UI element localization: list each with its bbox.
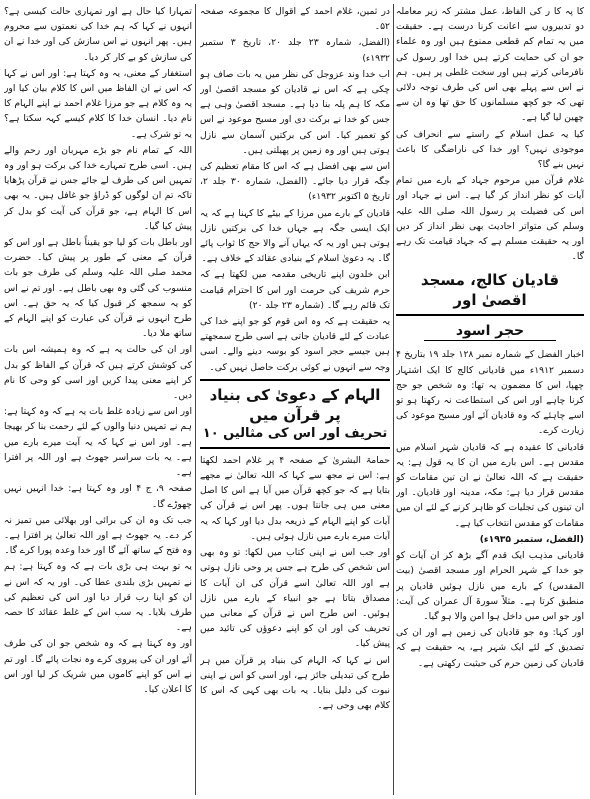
paragraph: قادیانی کا عقیدہ ہے کہ قادیان شہر اسلام میں مقدس ہے۔ اس بارے میں ان کا یہ قول ہے: یہ حقیقت ہے کہ اللہ تعالیٰ نے ان تین مقامات کو مقدس قرار دیا ہے: مکہ، مدینہ اور قادیان۔ اور ان تینوں کی تجلیات کو ظاہر کرنے کے لئے ان میں مقامات کو مقدس انتخاب کیا ہے۔ bbox=[396, 441, 584, 529]
citation: صفحہ ۹، ج ۴ اور وہ کہتا ہے: خدا انہیں نہیں چھوڑے گا۔ bbox=[4, 483, 192, 510]
column-divider bbox=[393, 4, 394, 795]
paragraph: اب خدا وند عزوجل کی نظر میں یہ بات صاف ہو چکی ہے کہ اس نے قادیان کو مسجد اقصیٰ اور مکہ کا ہم پلہ بنا دیا ہے۔ مسجد اقصیٰ وہی ہے جس کو خدا نے برکت دی اور مسیح موعود نے اس کو تعمیر کیا۔ اس کی برکتیں آسمان سے نازل ہوتی ہیں اور وہ زمین پر پھیلتی ہیں۔ bbox=[200, 68, 390, 156]
paragraph: کیا یہ عمل اسلام کے راستے سے انحراف کی موجودی نہیں؟ اور خدا کی ناراضگی کا باعث نہیں بنے گا؟ bbox=[396, 128, 584, 171]
column-divider bbox=[195, 4, 196, 795]
paragraph: اخبار الفضل کے شمارہ نمبر ۱۲۸ جلد ۱۹ بتاریخ ۴ دسمبر ۱۹۱۲ء میں قادیانی کالج کا ایک اشتہار چھپا، اس کا مضمون یہ تھا: وہ شخص جو حج کرنا چاہے اور اس کی استطاعت نہ رکھتا ہو تو اسے چاہئے کہ وہ قادیان آئے اور مسیح موعود کی زیارت کرے۔ bbox=[396, 349, 584, 437]
paragraph: اس نے کہا کہ الہام کی بنیاد پر قرآن میں ہر طرح کی تبدیلی جائز ہے، اور اسی کو اس نے اپنی نبوت کی دلیل بنایا۔ یہ بات بھی کہی کہ اس کا کلام بھی وحی ہے۔ bbox=[200, 654, 390, 712]
section-number: ۱۰ bbox=[202, 425, 219, 441]
paragraph: اور جب اس نے اپنی کتاب میں لکھا: تو وہ بھی اس شخص کی طرح ہے جس پر وحی نازل ہوتی ہے اور اللہ تعالیٰ اسے قرآن کی ان آیات کا مصداق بتاتا ہے جو انبیاء کے بارے میں نازل ہوئیں۔ اس طرح اس نے قرآن کے معانی میں تحریف کی اور ان کو اپنے دعوؤں کی تائید میں پیش کیا۔ bbox=[200, 547, 390, 650]
paragraph: اس سے بھی افضل ہے کہ اس کا مقام تعظیم کی جگہ قرار دیا جائے۔ (الفضل، شمارہ ۳۰ جلد ۲، تاریخ ۵ اکتوبر ۱۹۳۲ء) bbox=[200, 161, 390, 203]
left-column bbox=[4, 4, 192, 698]
paragraph: ابن خلدون اپنے تاریخی مقدمہ میں لکھتا ہے کہ حرم شریف کی حرمت اور اس کا احترام قیامت تک قائم رہے گا۔ (شمارہ ۲۳ جلد ۲۰) bbox=[200, 269, 390, 311]
paragraph: یہ حقیقت ہے کہ وہ اس قوم کو جو اپنے خدا کی عبادت کے لئے قادیان جاتی ہے اسی طرح سمجھتے ہیں جیسے حجر اسود کو بوسہ دینے والے۔ اسی وجہ سے انہوں نے کوئی برکت حاصل نہیں کی۔ bbox=[200, 316, 390, 373]
paragraph: یہ تو بہت ہی بڑی بات ہے کہ وہ کہتا ہے: ہم نے تمہیں بڑی بلندی عطا کی۔ اور یہ کہ اس نے ان کو اپنا رب قرار دیا اور اس کی تعظیم کی طرف بلایا۔ یہ سب اس کے غلط عقائد کا حصہ ہے۔ bbox=[4, 561, 192, 634]
paragraph: اور اس سے زیادہ غلط بات یہ ہے کہ وہ کہتا ہے: ہم نے تمہیں دنیا والوں کے لئے رحمت بنا کر بھیجا ہے۔ اور اس نے کہا کہ یہ آیت میرے بارے میں ہے۔ یہ بات سراسر جھوٹ ہے اور اللہ پر افترا ہے۔ bbox=[4, 406, 192, 479]
paragraph: اور کہا: وہ جو قادیان کی زمین ہے اور ان کی تصدیق کے لئے ایک شہر ہے، یہ حقیقت ہے کہ قادیان کی زمین حرم کی حیثیت رکھتی ہے۔ bbox=[396, 627, 584, 669]
paragraph: اور وہ کہتا ہے کہ وہ شخص جو ان کی طرف آئے اور ان کی پیروی کرے وہ نجات پائے گا۔ اور تم نے اس کو اپنے کاموں میں شریک کر لیا اور اس کا اعلان کیا۔ bbox=[4, 638, 192, 695]
paragraph: قادیانی مذہب ایک قدم آگے بڑھ کر ان آیات کو جو خدا کے شہر الحرام اور مسجد اقصیٰ (بیت المقدس) کے بارے میں نازل ہوئیں قادیان پر منطبق کرتا ہے۔ مثلاً سورۃ آل عمران کی آیت: اور جو اس میں داخل ہوا امن والا ہو گیا۔ bbox=[396, 550, 584, 622]
middle-column bbox=[200, 4, 390, 714]
paragraph: اور باطل بات کو لیا جو یقیناً باطل ہے اور اس کو قرآن کے معنی کے طور پر پیش کیا۔ حضرت محمد صلی اللہ علیہ وسلم کی طرف جو بات منسوب کی گئی وہ بھی باطل ہے۔ اور تم نے اس کو یہ سمجھ کر قبول کیا کہ یہ حق ہے۔ اس طرح انہوں نے قرآن کی عبارت کو اپنے الہام کے ساتھ ملا دیا۔ bbox=[4, 237, 192, 340]
section-heading-text: تحریف اور اس کی مثالیں bbox=[223, 425, 388, 441]
paragraph: جب تک وہ ان کی برائی اور بھلائی میں تمیز نہ کر دے۔ یہ جھوٹ ہے اور اللہ تعالیٰ پر افترا ہے۔ وہ فتح کے ساتھ آئے گا اور خدا وعدہ پورا کرے گا۔ bbox=[4, 514, 192, 557]
citation: (الفضل، شمارہ ۲۳ جلد ۲۰، تاریخ ۳ ستمبر ۱۹۳۲ء) bbox=[200, 37, 390, 64]
paragraph: غلام قرآن میں مرحوم جہاد کے بارے میں تمام آیات کو نظر انداز کر گیا ہے۔ اس نے جہاد اور اس کی فضیلت پر رسول اللہ صلی اللہ علیہ وسلم کی متواتر احادیث بھی نظر انداز کر دیں اور یہ حقیقت مسلم ہے کہ جہاد قیامت تک رہے گا۔ bbox=[396, 175, 584, 263]
paragraph: کا پہ کا ر کی الفاظ، عمل مشتر کہ زیر معاملہ دو تدبیروں سے اعانت کرنا درست ہے۔ حقیقت میں یہ تمام کم قطعی ممنوع ہیں اور وہ علماء جو ان کی حمایت کرتے ہیں خدا اور رسول کی نافرمانی کرتے ہیں اور سخت غلطی پر ہیں۔ ہم نے اس سے پہلے بھی اس کی طرف توجہ دلائی تھی کہ جو کچھ مسلمانوں کا حق تھا وہ ان سے چھین لیا گیا ہے۔ bbox=[396, 6, 584, 124]
section-heading: قادیان کالج، مسجد اقصیٰ اور bbox=[396, 268, 584, 316]
section-heading: الہام کے دعویٰ کی بنیاد پر قرآن میں bbox=[200, 379, 390, 425]
right-column bbox=[396, 4, 584, 672]
paragraph: اور ان کی حالت یہ ہے کہ وہ ہمیشہ اس بات کی کوشش کرتے ہیں کہ قرآن کے الفاظ کو بدل کر اپنے معنی پیدا کریں اور اسی کو وحی کا نام دیں۔ bbox=[4, 344, 192, 402]
section-heading-line2 bbox=[200, 425, 390, 449]
citation: (الفضل، ستمبر ۱۹۳۵ء) bbox=[479, 533, 584, 545]
paragraph: حمامۃ البشریٰ کے صفحہ ۴ پر غلام احمد لکھتا ہے: اس نے مجھ سے کہا کہ اللہ تعالیٰ نے مجھے بتایا ہے کہ جو کچھ قرآن میں آیا ہے اس کا اصل معنی میں ہی جانتا ہوں۔ پھر اس نے قرآن کی آیات کو اپنے الہام کے ذریعہ بدل دیا اور کہا کہ یہ آیات میرے بارے میں نازل ہوئی ہیں۔ bbox=[200, 454, 390, 542]
paragraph: قادیان کے بارے میں مرزا کے بیٹے کا کہنا ہے کہ یہ ایک ایسی جگہ ہے جہاں خدا کی برکتیں نازل ہوتی ہیں اور یہ کہ یہاں آنے والا حج کا ثواب پائے گا۔ یہ دعویٰ اسلام کے بنیادی عقائد کے خلاف ہے۔ bbox=[200, 207, 390, 265]
section-subheading: حجر اسود bbox=[424, 322, 556, 341]
citation: در ثمین، غلام احمد کے اقوال کا مجموعہ صفحہ ۵۲۔ bbox=[200, 6, 390, 33]
paragraph: استغفار کے معنی، یہ وہ کہتا ہے: اور اس نے کہا کہ اس نے ان الفاظ میں اس کا کلام بیان کیا اور یہ وہ کلام ہے جو مرزا غلام احمد نے اپنے الہام کا نام دیا۔ انسان خدا کا کلام کیسے کہہ سکتا ہے؟ یہ تو شرک ہے۔ bbox=[4, 67, 192, 140]
paragraph: اللہ کے تمام نام جو بڑے مہربان اور رحم والے ہیں۔ اسی طرح تمہارے خدا کی برکت ہو اور وہ تمہیں اس کی طرف لے جائے جس نے قرآن پڑھایا تاکہ تم ان لوگوں کو ڈراؤ جو غافل ہیں۔ یہ بھی اس کا الہام ہے، جو قرآن کی آیت کو بدل کر پیش کیا گیا۔ bbox=[4, 144, 192, 232]
paragraph: تمہارا کیا حال ہے اور تمہاری حالت کیسی ہے؟ انہوں نے کہا کہ ہم خدا کی نعمتوں سے محروم ہیں۔ پھر انہوں نے اس سازش کی اور خدا نے ان کی سازش کو بے کار کر دیا۔ bbox=[4, 6, 192, 63]
